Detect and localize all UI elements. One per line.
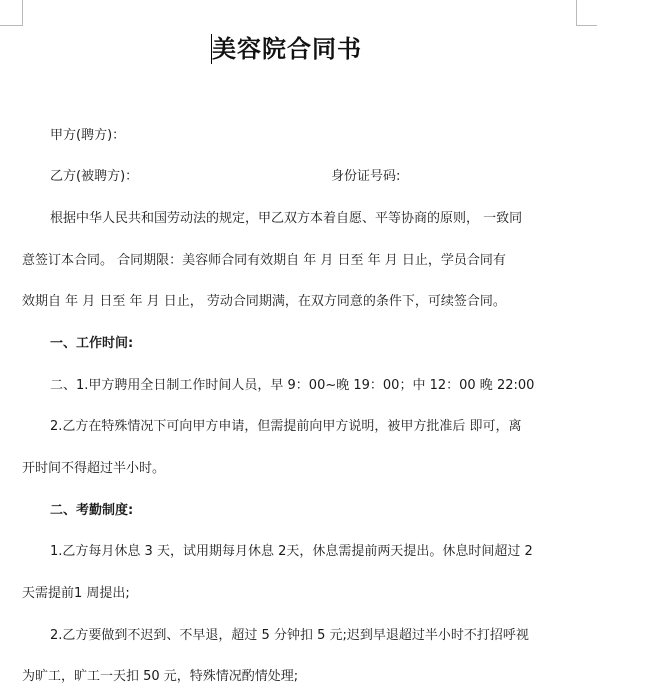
paragraph-line[interactable]: 开时间不得超过半小时。 xyxy=(22,461,166,476)
paragraph-line[interactable]: 效期自 年 月 日至 年 月 日止， 劳动合同期满，在双方同意的条件下，可续签合同。 xyxy=(22,294,506,309)
section-heading-work-hours[interactable]: 一、工作时间: xyxy=(50,336,134,351)
party-b-line[interactable]: 乙方(被聘方)： xyxy=(50,169,139,184)
section-heading-attendance[interactable]: 二、考勤制度: xyxy=(50,503,134,518)
paragraph-line[interactable]: 2.乙方在特殊情况下可向甲方申请，但需提前向甲方说明，被甲方批准后 即可，离 xyxy=(50,419,522,434)
page-corner-marker-right xyxy=(576,0,597,26)
page-corner-marker-left xyxy=(0,0,23,26)
paragraph-line[interactable]: 天需提前1 周提出; xyxy=(22,586,130,601)
paragraph-line[interactable]: 根据中华人民共和国劳动法的规定，甲乙双方本着自愿、平等协商的原则， 一致同 xyxy=(50,211,523,226)
paragraph-line[interactable]: 1.乙方每月休息 3 天，试用期每月休息 2天，休息需提前两天提出。休息时间超过 2 xyxy=(50,544,533,559)
paragraph-line[interactable]: 二、1.甲方聘用全日制工作时间人员，早 9：00~晚 19：00；中 12：00 晚 22:00 xyxy=(50,378,535,393)
party-a-line[interactable]: 甲方(聘方)： xyxy=(50,128,126,143)
id-number-label[interactable]: 身份证号码: xyxy=(331,169,401,184)
paragraph-line[interactable]: 2.乙方要做到不迟到、不早退，超过 5 分钟扣 5 元;迟到早退超过半小时不打招呼视 xyxy=(50,628,529,643)
paragraph-line[interactable]: 意签订本合同。 合同期限：美容师合同有效期自 年 月 日至 年 月 日止，学员合同有 xyxy=(22,253,506,268)
document-title[interactable]: 美容院合同书 xyxy=(212,35,362,63)
paragraph-line[interactable]: 为旷工，旷工一天扣 50 元，特殊情况酌情处理; xyxy=(22,669,299,684)
